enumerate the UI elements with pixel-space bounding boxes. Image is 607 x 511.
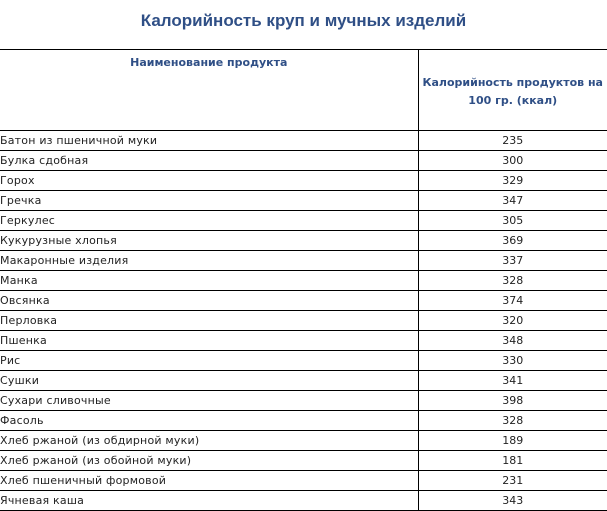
calorie-value-cell: 341 <box>418 371 607 391</box>
table-row <box>0 471 607 491</box>
product-name-cell: Фасоль <box>0 411 418 431</box>
product-name-cell: Сушки <box>0 371 418 391</box>
table-row <box>0 211 607 231</box>
product-name-cell: Хлеб ржаной (из обдирной муки) <box>0 431 418 451</box>
product-name-cell: Макаронные изделия <box>0 251 418 271</box>
column-header-calories: Калорийность продуктов на 100 гр. (ккал) <box>418 50 607 131</box>
table-row <box>0 331 607 351</box>
product-name-cell: Перловка <box>0 311 418 331</box>
product-name-cell: Хлеб пшеничный формовой <box>0 471 418 491</box>
table-row <box>0 311 607 331</box>
calorie-value-cell: 398 <box>418 391 607 411</box>
calorie-value-cell: 347 <box>418 191 607 211</box>
table-row <box>0 351 607 371</box>
calorie-value-cell: 369 <box>418 231 607 251</box>
table-row <box>0 231 607 251</box>
table-row <box>0 491 607 511</box>
calorie-value-cell: 300 <box>418 151 607 171</box>
table-row <box>0 171 607 191</box>
calorie-value-cell: 235 <box>418 131 607 151</box>
calorie-value-cell: 328 <box>418 411 607 431</box>
product-name-cell: Манка <box>0 271 418 291</box>
table-row <box>0 191 607 211</box>
product-name-cell: Овсянка <box>0 291 418 311</box>
calorie-value-cell: 189 <box>418 431 607 451</box>
table-row <box>0 151 607 171</box>
table-row <box>0 411 607 431</box>
table-row <box>0 291 607 311</box>
table-row <box>0 391 607 411</box>
calorie-value-cell: 320 <box>418 311 607 331</box>
product-name-cell: Батон из пшеничной муки <box>0 131 418 151</box>
product-name-cell: Сухари сливочные <box>0 391 418 411</box>
table-row <box>0 371 607 391</box>
product-name-cell: Гречка <box>0 191 418 211</box>
table-header-row <box>0 50 607 131</box>
calorie-value-cell: 348 <box>418 331 607 351</box>
table-row <box>0 431 607 451</box>
table-body <box>0 131 607 511</box>
table-row <box>0 271 607 291</box>
calorie-value-cell: 329 <box>418 171 607 191</box>
calorie-value-cell: 374 <box>418 291 607 311</box>
calorie-value-cell: 181 <box>418 451 607 471</box>
product-name-cell: Рис <box>0 351 418 371</box>
calorie-value-cell: 231 <box>418 471 607 491</box>
calorie-value-cell: 328 <box>418 271 607 291</box>
product-name-cell: Горох <box>0 171 418 191</box>
product-name-cell: Ячневая каша <box>0 491 418 511</box>
calorie-value-cell: 337 <box>418 251 607 271</box>
table-row <box>0 251 607 271</box>
page-title: Калорийность круп и мучных изделий <box>140 11 467 30</box>
product-name-cell: Хлеб ржаной (из обойной муки) <box>0 451 418 471</box>
calorie-value-cell: 305 <box>418 211 607 231</box>
column-header-product-name: Наименование продукта <box>0 50 418 131</box>
product-name-cell: Булка сдобная <box>0 151 418 171</box>
calorie-value-cell: 343 <box>418 491 607 511</box>
product-name-cell: Пшенка <box>0 331 418 351</box>
product-name-cell: Кукурузные хлопья <box>0 231 418 251</box>
product-name-cell: Геркулес <box>0 211 418 231</box>
calorie-table <box>0 49 607 511</box>
table-row <box>0 131 607 151</box>
calorie-value-cell: 330 <box>418 351 607 371</box>
table-row <box>0 451 607 471</box>
